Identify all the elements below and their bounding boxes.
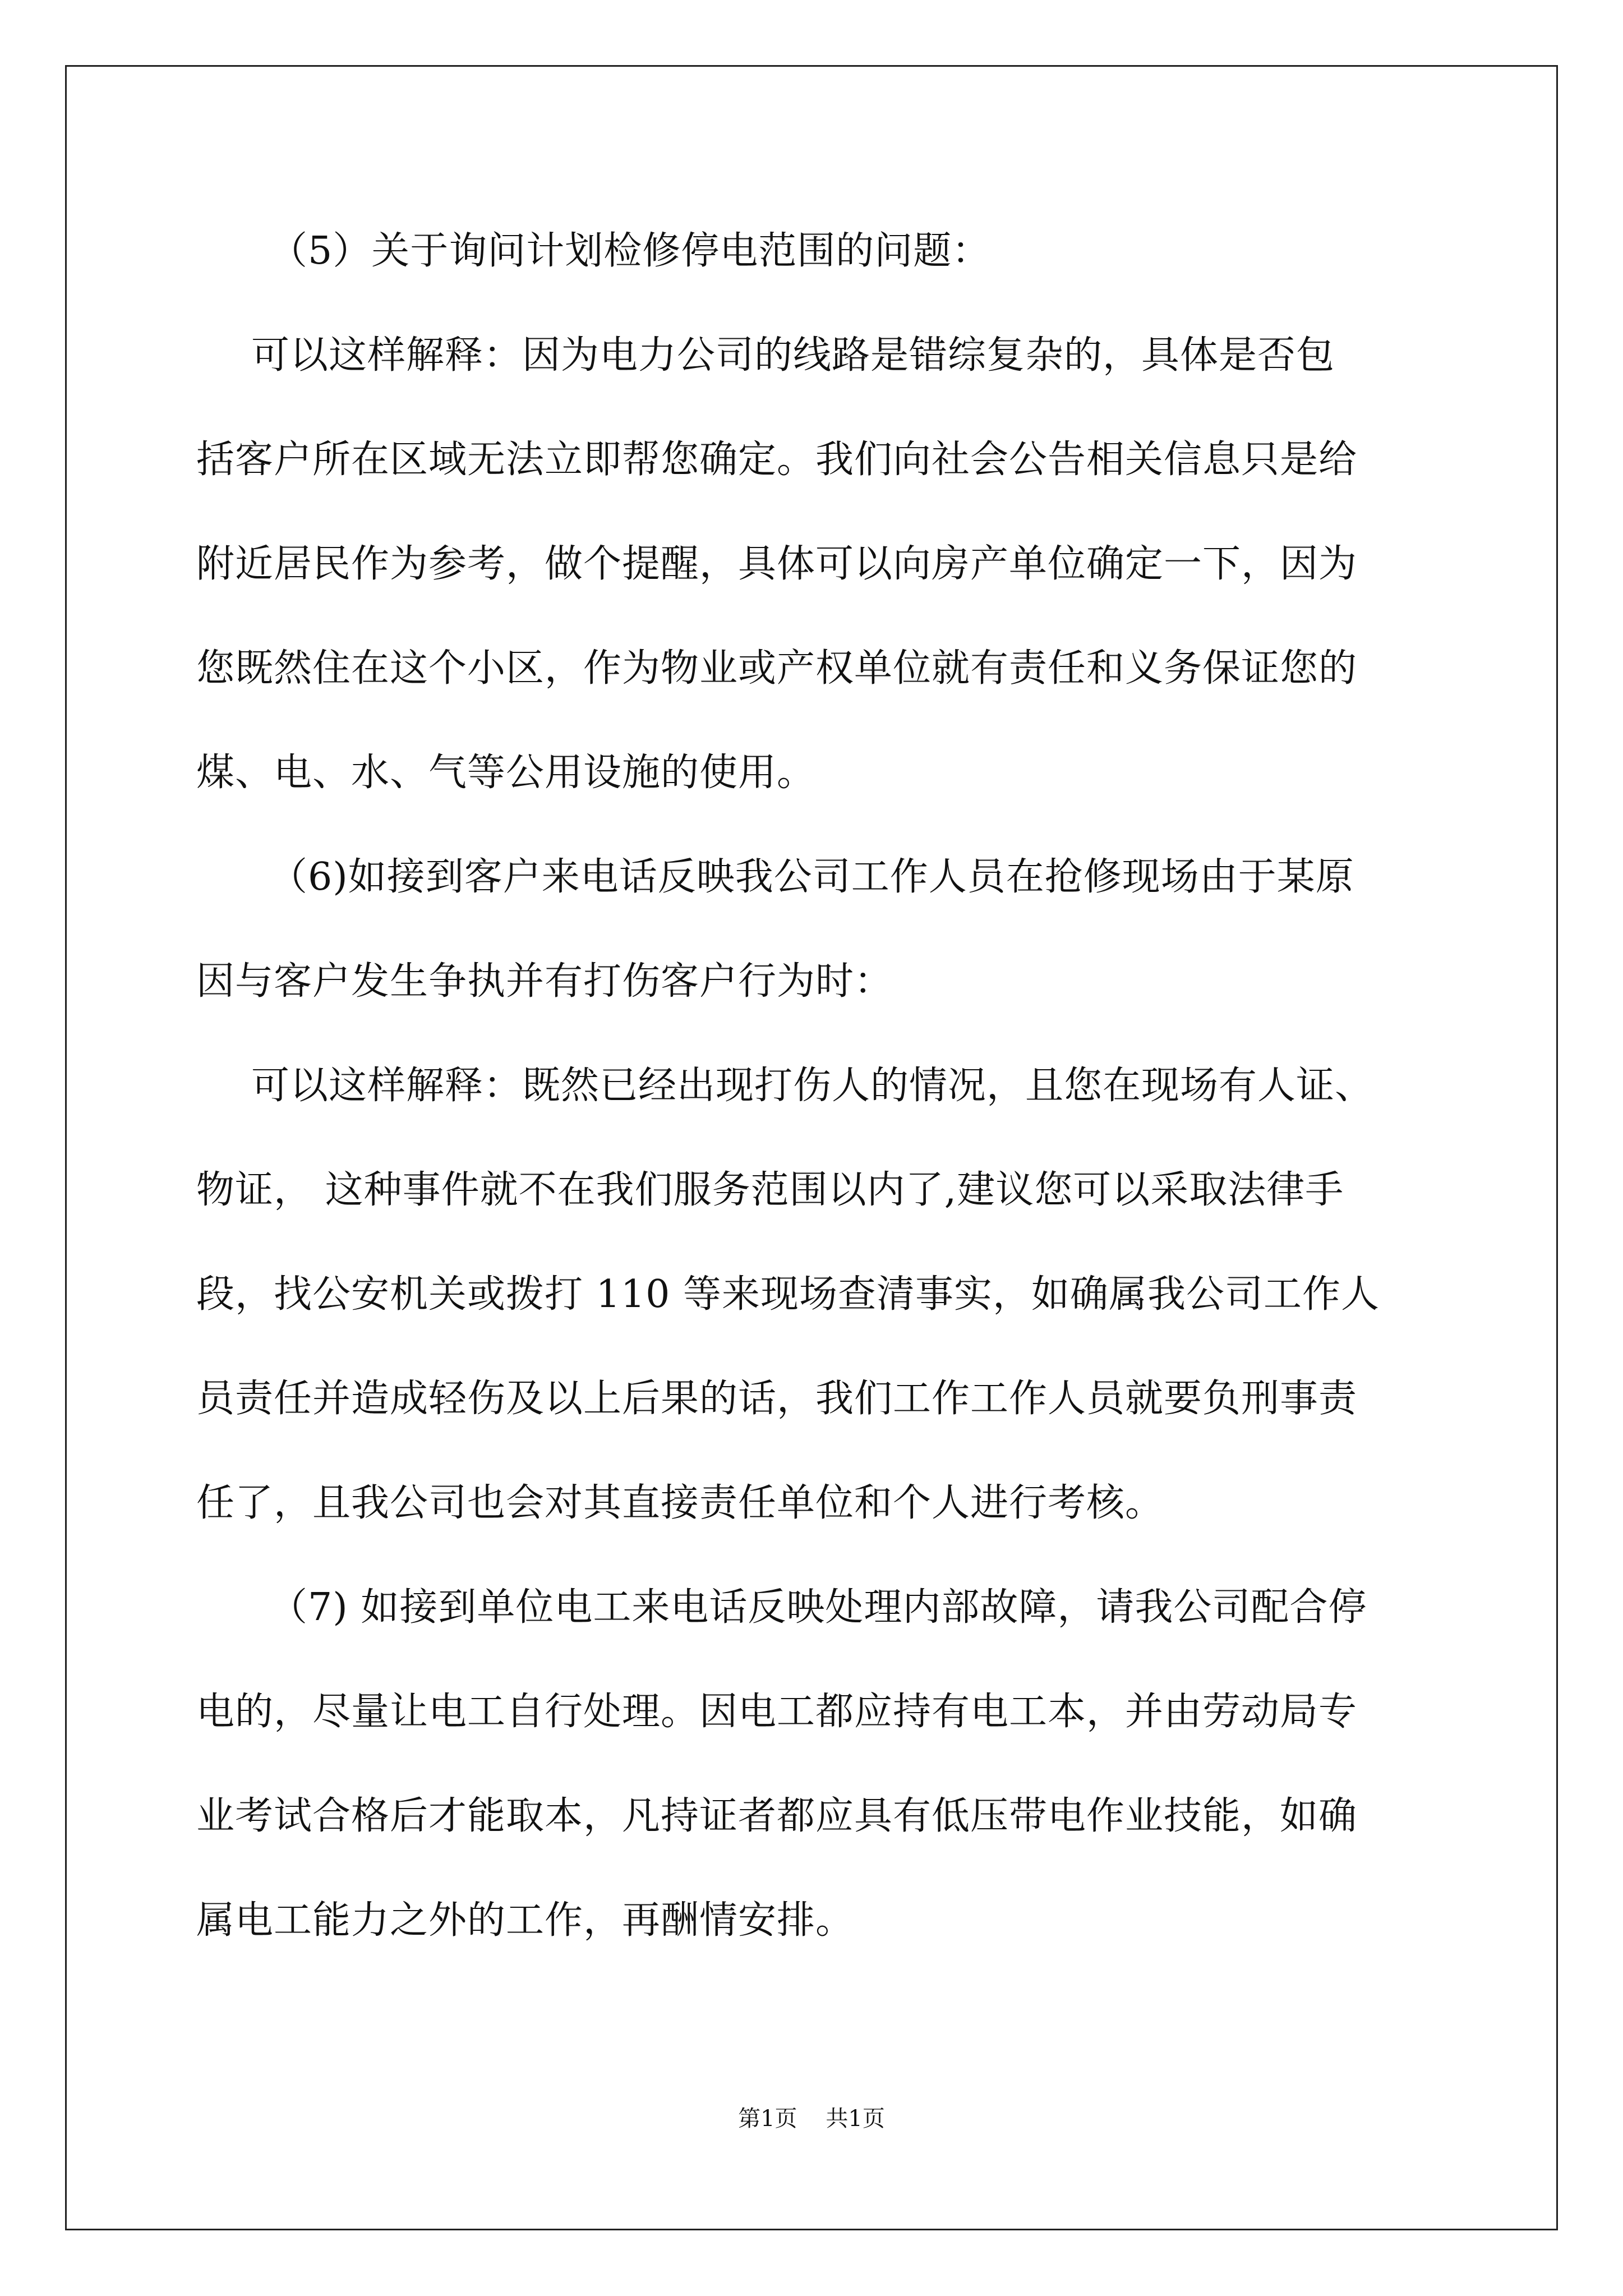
paragraph-7-line-4: 属电工能力之外的工作，再酬情安排。 bbox=[196, 1898, 855, 1943]
paragraph-5-heading: （5）关于询问计划检修停电范围的问题： bbox=[269, 229, 991, 273]
paragraph-5-line-2: 括客户所在区域无法立即帮您确定。我们向社会公告相关信息只是给 bbox=[196, 438, 1358, 482]
paragraph-7-line-3: 业考试合格后才能取本，凡持证者都应具有低压带电作业技能，如确 bbox=[196, 1794, 1358, 1838]
paragraph-7-line-2: 电的，尽量让电工自行处理。因电工都应持有电工本，并由劳动局专 bbox=[196, 1690, 1358, 1734]
paragraph-6-answer-line-4: 员责任并造成轻伤及以上后果的话，我们工作工作人员就要负刑事责 bbox=[196, 1377, 1358, 1421]
paragraph-6-line-1: （6)如接到客户来电话反映我公司工作人员在抢修现场由于某原 bbox=[269, 855, 1354, 899]
paragraph-5-line-4: 您既然住在这个小区，作为物业或产权单位就有责任和义务保证您的 bbox=[196, 646, 1358, 691]
paragraph-5-line-3: 附近居民作为参考，做个提醒，具体可以向房产单位确定一下，因为 bbox=[196, 542, 1358, 586]
paragraph-6-answer-line-3: 段，找公安机关或拨打 110 等来现场查清事实，如确属我公司工作人 bbox=[196, 1272, 1380, 1317]
paragraph-6-answer-line-1: 可以这样解释：既然已经出现打伤人的情况，且您在现场有人证、 bbox=[251, 1064, 1374, 1108]
paragraph-7-line-1: （7) 如接到单位电工来电话反映处理内部故障，请我公司配合停 bbox=[269, 1585, 1367, 1630]
paragraph-5-line-1: 可以这样解释：因为电力公司的线路是错综复杂的，具体是否包 bbox=[251, 333, 1335, 378]
paragraph-5-line-5: 煤、电、水、气等公用设施的使用。 bbox=[196, 751, 816, 795]
page-footer: 第1页 共1页 bbox=[738, 2106, 885, 2132]
paragraph-6-answer-line-2: 物证， 这种事件就不在我们服务范围以内了,建议您可以采取法律手 bbox=[196, 1168, 1344, 1212]
paragraph-6-answer-line-5: 任了，且我公司也会对其直接责任单位和个人进行考核。 bbox=[196, 1481, 1164, 1525]
paragraph-6-line-2: 因与客户发生争执并有打伤客户行为时： bbox=[196, 959, 893, 1004]
